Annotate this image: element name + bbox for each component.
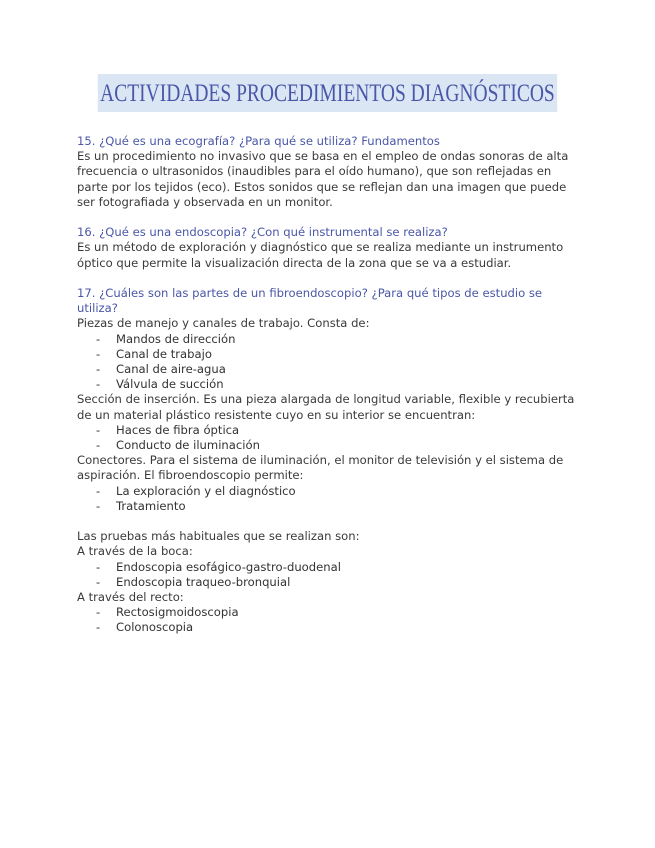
list-item: - Endoscopia traqueo-bronquial <box>96 574 291 589</box>
rectum-label: A través del recto: <box>77 590 184 605</box>
controls-list <box>77 332 577 393</box>
list-item: - Tratamiento <box>96 498 186 513</box>
answer-15: Es un procedimiento no invasivo que se basa en el empleo de ondas sonoras de alta frecuencia o ultrasonidos (inaudibles para el oído humano), que son reflejadas en parte por los tejidos (eco). Estos sonidos que se reflejan dan una imagen que puede ser fotografiada y observada en un monitor. <box>77 149 569 209</box>
list-item: - Colonoscopia <box>96 620 194 635</box>
tests-intro: Las pruebas más habituales que se realizan son: <box>77 529 360 544</box>
mouth-label: A través de la boca: <box>77 544 193 559</box>
document-body <box>77 134 577 636</box>
question-15: 15. ¿Qué es una ecografía? ¿Para qué se utiliza? Fundamentos <box>77 134 440 148</box>
list-item: - Rectosigmoidoscopia <box>96 605 239 620</box>
parts-intro: Piezas de manejo y canales de trabajo. Consta de: <box>77 316 370 331</box>
list-item: - Mandos de dirección <box>96 331 236 346</box>
question-16: 16. ¿Qué es una endoscopia? ¿Con qué instrumental se realiza? <box>77 225 448 240</box>
list-item: - Canal de aire-agua <box>96 362 226 377</box>
question-17: 17. ¿Cuáles son las partes de un fibroendoscopio? ¿Para qué tipos de estudio se utiliza? <box>77 286 543 316</box>
list-item: - Válvula de succión <box>96 377 224 392</box>
insertion-section: Sección de inserción. Es una pieza alargada de longitud variable, flexible y recubierta de un material plástico resistente cuyo en su interior se encuentran: <box>77 392 575 422</box>
insertion-list <box>77 423 577 453</box>
list-item: - Endoscopia esofágico-gastro-duodenal <box>96 559 341 574</box>
list-item: - Canal de trabajo <box>96 346 212 361</box>
list-item: - La exploración y el diagnóstico <box>96 483 296 498</box>
page-title: ACTIVIDADES PROCEDIMIENTOS DIAGNÓSTICOS <box>98 74 557 112</box>
rectum-list <box>77 605 577 635</box>
list-item: - Conducto de iluminación <box>96 438 260 453</box>
mouth-list <box>77 560 577 590</box>
list-item: - Haces de fibra óptica <box>96 422 240 437</box>
answer-16: Es un método de exploración y diagnóstico que se realiza mediante un instrumento óptico que permite la visualización directa de la zona que se va a estudiar. <box>77 240 564 270</box>
connectors-text: Conectores. Para el sistema de iluminación, el monitor de televisión y el sistema de aspiración. El fibroendoscopio permite: <box>77 453 564 483</box>
title-wrap <box>0 74 655 112</box>
uses-list <box>77 484 577 514</box>
